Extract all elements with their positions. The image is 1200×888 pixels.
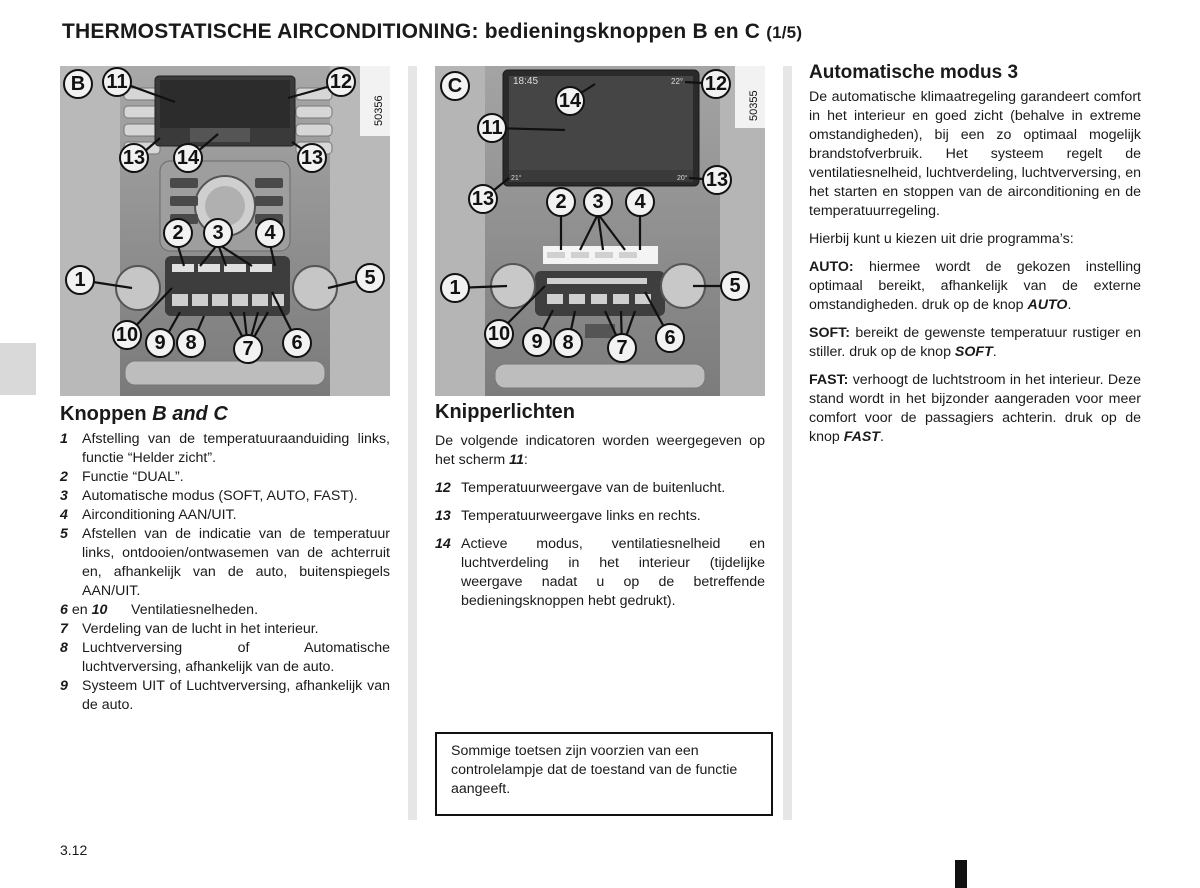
svg-text:4: 4 [264,222,276,244]
callout-number [478,114,506,142]
svg-text:7: 7 [616,337,628,359]
callout-number [554,329,582,357]
button-list-item: 2 Functie “DUAL”. [60,469,184,485]
svg-text:7: 7 [242,338,254,360]
figure-b-callouts [60,66,390,396]
column-divider [408,66,417,820]
callout-number [703,166,731,194]
callout-number [523,328,551,356]
callout-number [256,219,284,247]
callout-number [702,70,730,98]
section-buttons [60,403,390,715]
figure-c-callouts [435,66,765,396]
section-auto-heading: Automatische modus 3 [809,62,1019,83]
callout-number [626,188,654,216]
page-title [62,20,802,44]
mode-soft: SOFT: bereikt de gewenste temperatuur rustiger en stiller. druk op de knop SOFT. [809,325,1141,360]
svg-text:13: 13 [471,188,495,210]
svg-text:10: 10 [115,324,139,346]
figure-b-label: B [70,73,86,95]
svg-text:9: 9 [531,331,543,353]
button-list [60,430,390,715]
svg-text:4: 4 [634,191,646,213]
indicator-item: 14 Actieve modus, ventilatiesnelheid en luchtverdeling in het interieur (tijdelijke weergave nadat u op de betreffende bedieningsknoppen hebt gedrukt). [435,536,765,609]
button-list-item: 1 Afstelling van de temperatuuraanduiding links, functie “Helder zicht”. [60,431,390,466]
callout-number [441,274,469,302]
page-title-text: THERMOSTATISCHE AIRCONDITIONING: bedieningsknoppen B en C [62,20,761,43]
callout-number [298,144,326,172]
button-list-item: 6 en 10 Ventilatiesnelheden. [60,602,259,618]
callout-number [164,219,192,247]
section-buttons-heading: Knoppen B and C [60,403,228,425]
svg-text:13: 13 [705,169,729,191]
button-list-item: 8 Luchtverversing of Automatische luchtverversing, afhankelijk van de auto. [60,640,390,675]
button-list-item: 7 Verdeling van de lucht in het interieur. [60,621,319,637]
svg-text:6: 6 [664,327,676,349]
callout-number [103,68,131,96]
svg-text:1: 1 [74,269,86,291]
svg-text:12: 12 [704,73,728,95]
callout-number [177,329,205,357]
callout-number [547,188,575,216]
svg-text:18:45: 18:45 [513,76,539,87]
button-list-item: 4 Airconditioning AAN/UIT. [60,507,237,523]
svg-text:2: 2 [172,222,184,244]
svg-text:50356: 50356 [373,95,385,126]
section-auto-p1: De automatische klimaatregeling garandeert comfort in het interieur en goed zicht (behalve in extreme omstandigheden), bij een zo optimaal mogelijk brandstofverbruik. Het systeem regelt de ventilatiesnelheid, luchtverdeling, luchtverversing, en het starten en stoppen van de airconditioning en de temperatuurregeling. [809,89,1141,219]
svg-text:22°: 22° [671,77,684,86]
section-auto-p2: Hierbij kunt u kiezen uit drie programma’s: [809,231,1074,247]
svg-text:11: 11 [106,71,128,93]
callout-number [356,264,384,292]
svg-text:8: 8 [185,332,197,354]
callout-number [66,266,94,294]
section-blink-intro: De volgende indicatoren worden weergegeven op het scherm 11: [435,433,765,468]
column-divider [783,66,792,820]
button-list-item: 3 Automatische modus (SOFT, AUTO, FAST). [60,488,358,504]
indicator-item: 13 Temperatuurweergave links en rechts. [435,508,701,524]
svg-text:21°: 21° [511,175,522,182]
callout-number [721,272,749,300]
figure-c-label: C [447,75,463,97]
section-blink [435,403,765,611]
svg-text:6: 6 [291,332,303,354]
svg-text:10: 10 [487,323,511,345]
callout-number [469,185,497,213]
callout-number [283,329,311,357]
callout-number [584,188,612,216]
svg-text:20°: 20° [677,175,688,182]
svg-text:13: 13 [122,147,146,169]
callout-number [113,321,141,349]
button-list-item: 5 Afstellen van de indicatie van de temperatuur links, ontdooien/ontwasemen van de achterruit en, afhankelijk van de auto, buitenspiegels AAN/UIT. [60,526,390,599]
mode-fast: FAST: verhoogt de luchtstroom in het interieur. Deze stand wordt in het bijzonder aangeraden voor meer comfort voor de passagiers achterin. druk op de knop FAST. [809,372,1141,445]
callout-number [656,324,684,352]
svg-text:2: 2 [555,191,567,213]
callout-number [146,329,174,357]
indicator-item: 12 Temperatuurweergave van de buitenlucht. [435,480,726,496]
page-edge-mark [955,860,967,888]
section-blink-heading: Knipperlichten [435,401,576,423]
svg-text:50355: 50355 [748,90,760,121]
chapter-tab [0,343,36,395]
note-box: Sommige toetsen zijn voorzien van een controlelampje dat de toestand van de functie aangeeft. [435,732,773,816]
svg-text:12: 12 [329,71,353,93]
svg-text:11: 11 [481,117,503,139]
svg-text:3: 3 [212,222,224,244]
svg-text:1: 1 [449,277,461,299]
svg-text:5: 5 [364,267,376,289]
svg-text:13: 13 [300,147,324,169]
svg-text:14: 14 [176,147,200,169]
svg-text:8: 8 [562,332,574,354]
callout-number [556,87,584,115]
svg-text:5: 5 [729,275,741,297]
svg-text:14: 14 [558,90,582,112]
callout-number [327,68,355,96]
mode-auto: AUTO: hiermee wordt de gekozen instelling optimaal bereikt, afhankelijk van de externe omstandigheden. druk op de knop AUTO. [809,259,1141,313]
svg-text:3: 3 [592,191,604,213]
callout-number [174,144,202,172]
section-auto [809,63,1141,456]
svg-text:9: 9 [154,332,166,354]
page-title-part: (1/5) [766,23,803,42]
indicator-list [435,479,765,611]
callout-number [485,320,513,348]
callout-number [608,334,636,362]
page-number: 3.12 [60,842,88,858]
callout-number [234,335,262,363]
button-list-item: 9 Systeem UIT of Luchtverversing, afhankelijk van de auto. [60,678,390,713]
callout-number [204,219,232,247]
callout-number [120,144,148,172]
